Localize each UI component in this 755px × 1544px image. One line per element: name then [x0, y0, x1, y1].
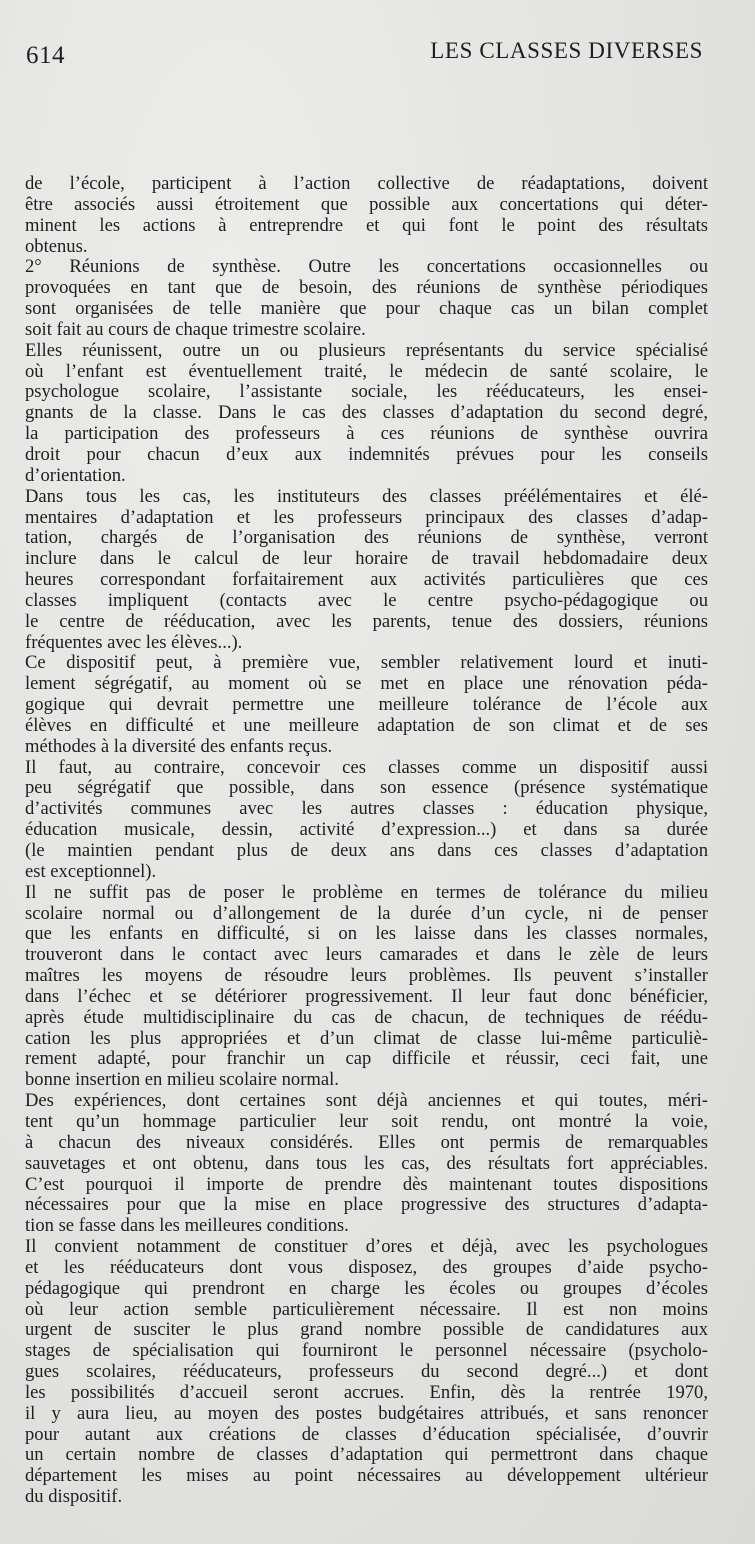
text-line: département les mises au point nécessaires au développement ultérieur	[25, 1465, 708, 1487]
text-line: sauvetages et ont obtenu, dans tous les cas, des résultats fort appréciables.	[25, 1152, 708, 1174]
text-line: et les rééducateurs dont vous disposez, des groupes d’aide psycho-	[25, 1256, 708, 1278]
text-line: à chacun des niveaux considérés. Elles ont permis de remarquables	[25, 1131, 708, 1153]
text-line: Il convient notamment de constituer d’ores et déjà, avec les psychologues	[25, 1236, 708, 1258]
text-line: éducation musicale, dessin, activité d’expression...) et dans sa durée	[25, 819, 708, 841]
text-line: gues scolaires, rééducateurs, professeurs du second degré...) et dont	[25, 1361, 708, 1383]
text-line: d’orientation.	[25, 464, 126, 486]
text-line: provoquées en tant que de besoin, des réunions de synthèse périodiques	[25, 277, 708, 299]
text-line: d’activités communes avec les autres classes : éducation physique,	[25, 798, 708, 820]
text-line: après étude multidisciplinaire du cas de chacun, de techniques de réédu-	[25, 1006, 708, 1028]
text-line: le centre de rééducation, avec les parents, tenue des dossiers, réunions	[25, 610, 708, 632]
text-line: de l’école, participent à l’action collective de réadaptations, doivent	[25, 173, 708, 194]
running-head: LES CLASSES DIVERSES	[430, 38, 703, 63]
paragraph	[25, 487, 708, 654]
text-line: urgent de susciter le plus grand nombre possible de candidatures aux	[25, 1319, 708, 1341]
text-line: être associés aussi étroitement que possible aux concertations qui déter-	[25, 193, 708, 215]
text-line: les possibilités d’accueil seront accrues. Enfin, dès la rentrée 1970,	[25, 1381, 708, 1403]
text-line: la participation des professeurs à ces réunions de synthèse ouvrira	[25, 423, 708, 445]
text-line: Il ne suffit pas de poser le problème en termes de tolérance du milieu	[25, 881, 708, 903]
text-line: élèves en difficulté et une meilleure adaptation de son climat et de ses	[25, 714, 708, 736]
text-line: Dans tous les cas, les instituteurs des classes préélémentaires et élé-	[25, 485, 708, 507]
text-line: est exceptionnel).	[25, 860, 157, 882]
text-line: droit pour chacun d’eux aux indemnités prévues pour les conseils	[25, 443, 708, 465]
text-line: du dispositif.	[25, 1486, 123, 1508]
text-line: inclure dans le calcul de leur horaire de travail hebdomadaire deux	[25, 548, 708, 570]
text-line: obtenus.	[25, 235, 88, 257]
page-number: 614	[26, 42, 65, 69]
text-line: un certain nombre de classes d’adaptation qui permettront dans chaque	[25, 1444, 708, 1466]
paragraph	[25, 883, 708, 1091]
text-line: pédagogique qui prendront en charge les écoles ou groupes d’écoles	[25, 1277, 708, 1299]
text-line: où leur action semble particulièrement nécessaire. Il est non moins	[25, 1298, 708, 1320]
text-line: (le maintien pendant plus de deux ans dans ces classes d’adaptation	[25, 840, 708, 861]
text-line: classes impliquent (contacts avec le centre psycho-pédagogique ou	[25, 589, 708, 611]
text-line: heures correspondant forfaitairement aux activités particulières que ces	[25, 569, 708, 591]
text-line: dans l’échec et se détériorer progressivement. Il leur faut donc bénéficier,	[25, 985, 708, 1007]
text-line: cation les plus appropriées et d’un climat de classe lui-même particuliè-	[25, 1027, 708, 1049]
text-line: maîtres les moyens de résoudre leurs problèmes. Ils peuvent s’installer	[25, 965, 708, 987]
text-line: il y aura lieu, au moyen des postes budgétaires attribués, et sans renoncer	[25, 1402, 708, 1424]
paragraph	[25, 341, 708, 487]
text-line: Des expériences, dont certaines sont déjà anciennes et qui toutes, méri-	[25, 1090, 708, 1112]
text-line: scolaire normal ou d’allongement de la durée d’un cycle, ni de penser	[25, 902, 708, 924]
text-line: psychologue scolaire, l’assistante sociale, les rééducateurs, les ensei-	[25, 381, 708, 403]
text-line: pour autant aux créations de classes d’éducation spécialisée, d’ouvrir	[25, 1423, 708, 1445]
text-line: gnants de la classe. Dans le cas des classes d’adaptation du second degré,	[25, 402, 708, 424]
paragraph	[25, 1237, 708, 1508]
paragraph	[25, 1091, 708, 1237]
text-line: 2° Réunions de synthèse. Outre les concertations occasionnelles ou	[25, 256, 708, 278]
text-line: minent les actions à entreprendre et qui font le point des résultats	[25, 214, 708, 236]
paragraph	[25, 653, 708, 757]
text-line: que les enfants en difficulté, si on les laisse dans les classes normales,	[25, 923, 708, 945]
text-line: rement adapté, pour franchir un cap difficile et réussir, ceci fait, une	[25, 1048, 708, 1070]
text-line: stages de spécialisation qui fourniront le personnel nécessaire (psycholo-	[25, 1340, 708, 1362]
paragraph	[25, 257, 708, 340]
body-text	[25, 174, 708, 1508]
text-line: Ce dispositif peut, à première vue, sembler relativement lourd et inuti-	[25, 652, 708, 674]
text-line: nécessaires pour que la mise en place progressive des structures d’adapta-	[25, 1194, 708, 1216]
text-line: sont organisées de telle manière que pour chaque cas un bilan complet	[25, 298, 708, 320]
text-line: soit fait au cours de chaque trimestre scolaire.	[25, 318, 366, 340]
text-line: lement ségrégatif, au moment où se met en place une rénovation péda-	[25, 673, 708, 695]
text-line: mentaires d’adaptation et les professeurs principaux des classes d’adap-	[25, 506, 708, 528]
text-line: trouveront dans le contact avec leurs camarades et dans le zèle de leurs	[25, 944, 708, 966]
paragraph	[25, 174, 708, 257]
text-line: Elles réunissent, outre un ou plusieurs représentants du service spécialisé	[25, 339, 708, 361]
text-line: tion se fasse dans les meilleures conditions.	[25, 1215, 349, 1237]
text-line: méthodes à la diversité des enfants reçus.	[25, 735, 333, 757]
text-line: Il faut, au contraire, concevoir ces classes comme un dispositif aussi	[25, 756, 708, 778]
text-line: tation, chargés de l’organisation des réunions de synthèse, verront	[25, 527, 708, 549]
paragraph	[25, 758, 708, 883]
text-line: gogique qui devrait permettre une meilleure tolérance de l’école aux	[25, 694, 708, 716]
text-line: peu ségrégatif que possible, dans son essence (présence systématique	[25, 777, 708, 799]
text-line: fréquentes avec les élèves...).	[25, 631, 243, 653]
text-line: bonne insertion en milieu scolaire normal.	[25, 1069, 339, 1091]
text-line: C’est pourquoi il importe de prendre dès maintenant toutes dispositions	[25, 1173, 708, 1195]
text-line: où l’enfant est éventuellement traité, le médecin de santé scolaire, le	[25, 360, 708, 382]
text-line: tent qu’un hommage particulier leur soit rendu, ont montré la voie,	[25, 1110, 708, 1132]
